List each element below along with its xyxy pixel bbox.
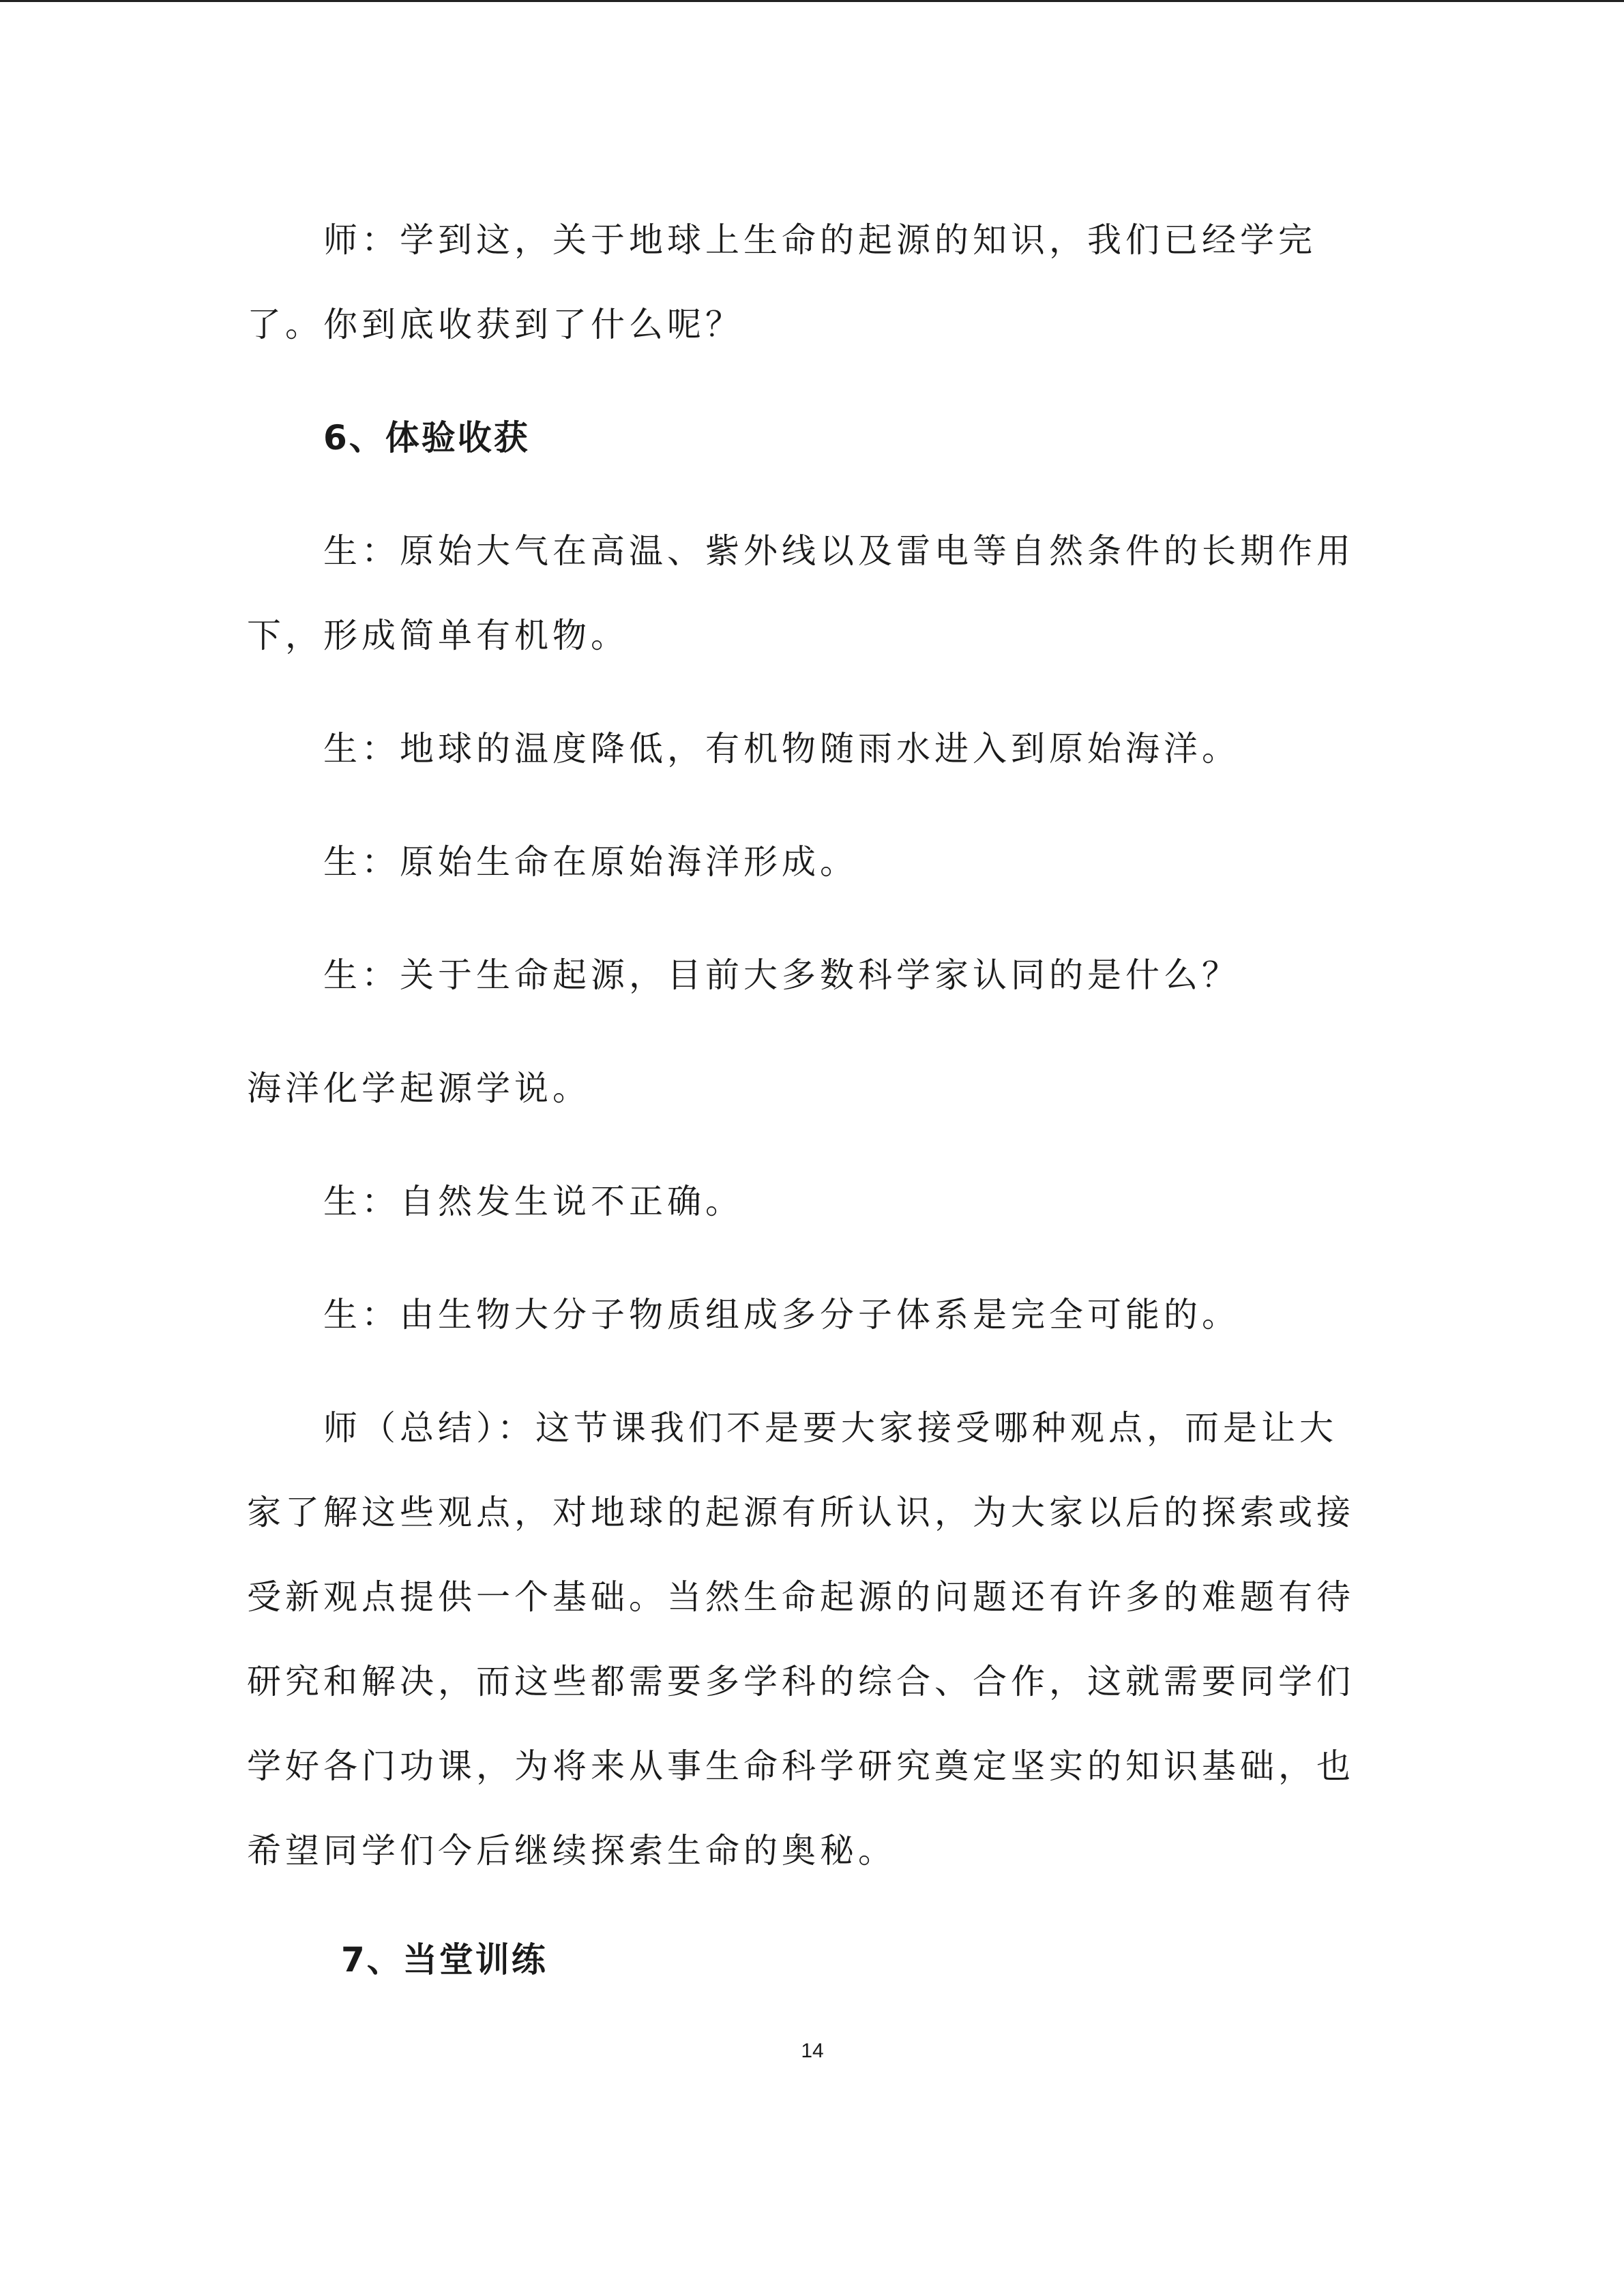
student-answer-1-line-2: 下，形成简单有机物。	[247, 616, 629, 655]
section-heading-6: 6、体验收获	[323, 418, 530, 458]
section-heading-7: 7、当堂训练	[341, 1940, 548, 1980]
teacher-summary-line-2: 家了解这些观点，对地球的起源有所认识，为大家以后的探索或接	[247, 1493, 1355, 1532]
student-answer-6: 生：由生物大分子物质组成多分子体系是完全可能的。	[323, 1295, 1240, 1335]
student-answer-4: 生：关于生命起源，目前大多数科学家认同的是什么？	[323, 955, 1240, 995]
teacher-summary-line-3: 受新观点提供一个基础。当然生命起源的问题还有许多的难题有待	[247, 1577, 1355, 1617]
teacher-summary-line-4: 研究和解决，而这些都需要多学科的综合、合作，这就需要同学们	[247, 1662, 1355, 1701]
teacher-summary-line-5: 学好各门功课，为将来从事生命科学研究奠定坚实的知识基础，也	[247, 1746, 1355, 1786]
teacher-summary-line-6: 希望同学们今后继续探索生命的奥秘。	[247, 1831, 896, 1870]
student-answer-3: 生：原始生命在原始海洋形成。	[323, 842, 858, 882]
student-answer-2: 生：地球的温度降低，有机物随雨水进入到原始海洋。	[323, 729, 1240, 769]
teacher-summary-line-1: 师（总结）：这节课我们不是要大家接受哪种观点，而是让大	[323, 1408, 1338, 1448]
paragraph-teacher-question-line-1: 师：学到这，关于地球上生命的起源的知识，我们已经学完	[323, 220, 1316, 260]
top-border	[0, 0, 1624, 2]
answer-theory: 海洋化学起源学说。	[247, 1069, 591, 1108]
student-answer-5: 生：自然发生说不正确。	[323, 1182, 743, 1221]
student-answer-1-line-1: 生：原始大气在高温、紫外线以及雷电等自然条件的长期作用	[323, 531, 1355, 571]
paragraph-teacher-question-line-2: 了。你到底收获到了什么呢？	[247, 305, 743, 344]
page-number: 14	[801, 2040, 824, 2062]
